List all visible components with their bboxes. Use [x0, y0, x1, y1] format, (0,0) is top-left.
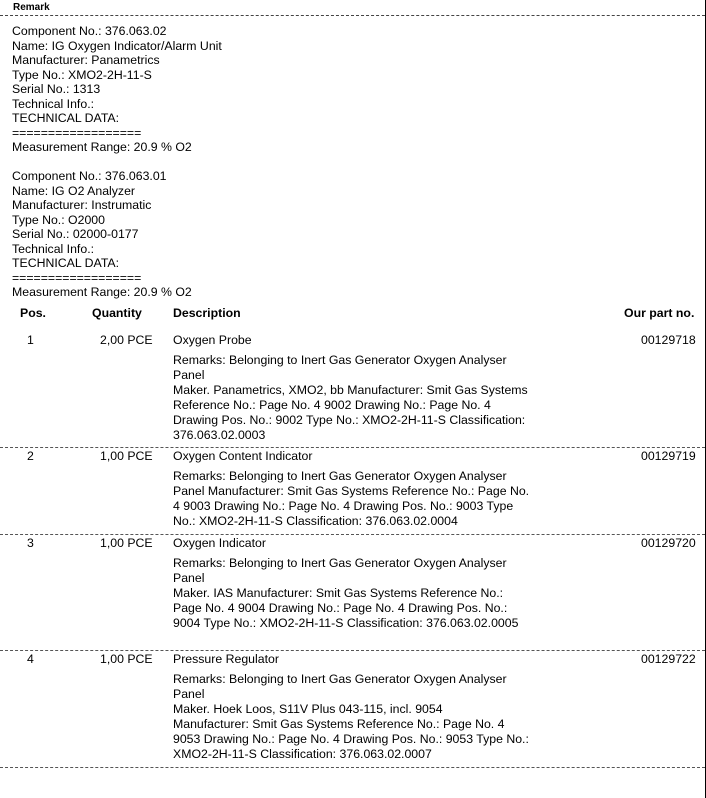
row-description [173, 536, 533, 631]
item-title: Oxygen Probe [173, 333, 252, 347]
row-part-no: 00129719 [641, 449, 696, 463]
remark-line: ================== [12, 270, 142, 285]
row-description [173, 333, 533, 443]
row-description [173, 652, 533, 762]
remark-line: TECHNICAL DATA: [12, 111, 120, 125]
item-remarks: Remarks: Belonging to Inert Gas Generator Oxygen Analyser Panel Maker. Hoek Loos, S11V Plus 043-115, incl. 9054 Manufacturer: Smit Gas Systems Reference No.: Page No. 4 9053 Drawing No.: Page No. 4 Drawing Pos. No.: 9053 Type No.: XMO2-2H-11-S Classification: 376.063.02.0007 [173, 672, 529, 761]
remark-line: Name: IG Oxygen Indicator/Alarm Unit [12, 38, 222, 53]
remark-line: Measurement Range: 20.9 % O2 [12, 140, 192, 154]
row-quantity: 2,00 PCE [100, 333, 153, 347]
item-title: Oxygen Content Indicator [173, 449, 313, 463]
table-row [0, 449, 705, 535]
row-part-no: 00129718 [641, 333, 696, 347]
item-remarks: Remarks: Belonging to Inert Gas Generator Oxygen Analyser Panel Manufacturer: Smit Gas Systems Reference No.: Page No. 4 9003 Drawing No.: Page No. 4 Drawing Pos. No.: 9003 Type No.: XMO2-2H-11-S Classification: 376.063.02.0004 [173, 469, 530, 528]
row-part-no: 00129722 [641, 652, 696, 666]
table-row [0, 333, 705, 448]
header-part-no: Our part no. [624, 306, 695, 320]
remark-line: ================== [12, 125, 142, 140]
remark-line: Serial No.: 1313 [12, 82, 101, 96]
table-row [0, 536, 705, 651]
row-quantity: 1,00 PCE [100, 449, 153, 463]
table-header [0, 306, 705, 322]
remark-line: Manufacturer: Instrumatic [12, 198, 152, 212]
remark-line: Name: IG O2 Analyzer [12, 183, 136, 198]
header-description: Description [173, 306, 241, 320]
remark-block [12, 24, 222, 300]
row-pos: 1 [27, 333, 34, 347]
remark-line: Technical Info.: [12, 96, 95, 111]
remark-line: TECHNICAL DATA: [12, 256, 120, 270]
remark-line: Serial No.: 02000-0177 [12, 227, 139, 241]
row-pos: 2 [27, 449, 34, 463]
row-description [173, 449, 533, 529]
remark-line: Component No.: 376.063.02 [12, 24, 167, 38]
row-pos: 3 [27, 536, 34, 550]
header-pos: Pos. [20, 306, 46, 320]
remark-line [12, 155, 222, 170]
row-pos: 4 [27, 652, 34, 666]
remark-header [0, 0, 705, 16]
item-remarks: Remarks: Belonging to Inert Gas Generator Oxygen Analyser Panel Maker. IAS Manufacturer: Smit Gas Systems Reference No.: Page No. 4 9004 Drawing No.: Page No. 4 Drawing Pos. No.: 9004 Type No.: XMO2-2H-11-S Classification: 376.063.02.0005 [173, 556, 519, 630]
row-quantity: 1,00 PCE [100, 652, 153, 666]
table-row [0, 652, 705, 768]
remark-line: Type No.: O2000 [12, 212, 105, 227]
item-title: Oxygen Indicator [173, 536, 266, 550]
row-quantity: 1,00 PCE [100, 536, 153, 550]
remark-line: Type No.: XMO2-2H-11-S [12, 67, 152, 82]
item-title: Pressure Regulator [173, 652, 279, 666]
item-remarks: Remarks: Belonging to Inert Gas Generator Oxygen Analyser Panel Maker. Panametrics, XMO2, bb Manufacturer: Smit Gas Systems Reference No.: Page No. 4 9002 Drawing No.: Page No. 4 Drawing Pos. No.: 9002 Type No.: XMO2-2H-11-S Classification: 376.063.02.0003 [173, 353, 528, 442]
remark-line: Technical Info.: [12, 241, 95, 256]
remark-title: Remark [13, 2, 50, 13]
header-quantity: Quantity [92, 306, 142, 320]
row-part-no: 00129720 [641, 536, 696, 550]
remark-line: Measurement Range: 20.9 % O2 [12, 285, 192, 299]
remark-line: Component No.: 376.063.01 [12, 169, 167, 183]
remark-line: Manufacturer: Panametrics [12, 53, 160, 67]
